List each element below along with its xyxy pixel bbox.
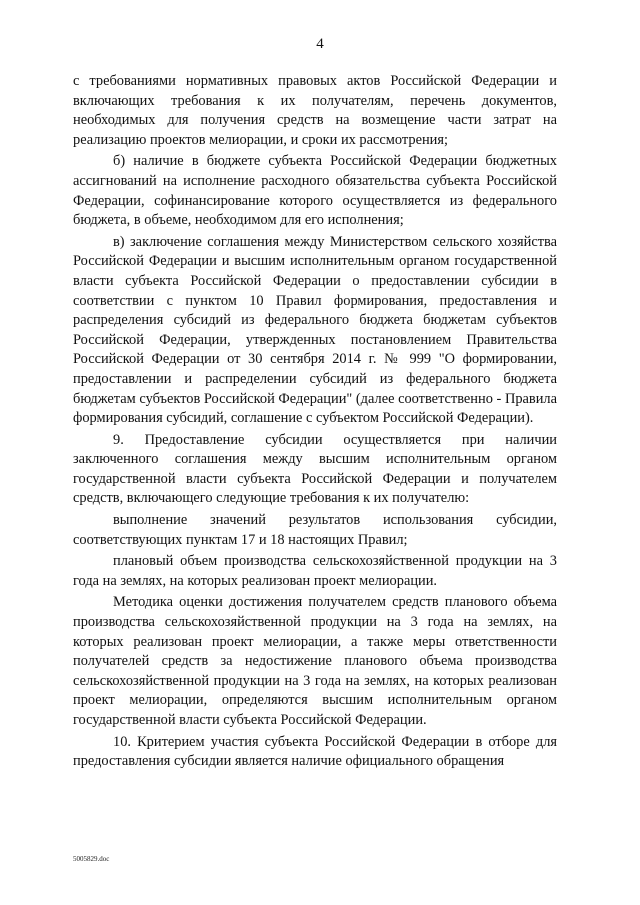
paragraph-requirement-2: плановый объем производства сельскохозяйственной продукции на 3 года на землях, на которых реализован проект мелиорации. <box>73 553 557 589</box>
footer-document-code: 5005829.doc <box>73 855 110 863</box>
page-number: 4 <box>316 36 324 52</box>
paragraph-item-v: в) заключение соглашения между Министерством сельского хозяйства Российской Федерации и высшим исполнительным органом государственной власти субъекта Российской Федерации о предоставлении субсидии в соответствии с пунктом 10 Правил формирования, предоставления и распределения субсидий из федерального бюджета бюджетам субъектов Российской Федерации, утвержденных постановлением Правительства Российской Федерации от 30 сентября 2014 г. № 999 "О формировании, предоставлении и распределении субсидий из федерального бюджета бюджетам субъектов Российской Федерации" (далее соответственно - Правила формирования субсидий, соглашение с субъектом Российской Федерации). <box>73 233 557 427</box>
paragraph-continuation: с требованиями нормативных правовых актов Российской Федерации и включающих требования к их получателям, перечень документов, необходимых для получения средств на возмещение части затрат на реализацию проектов мелиорации, и сроки их рассмотрения; <box>73 73 557 148</box>
paragraph-item-b: б) наличие в бюджете субъекта Российской Федерации бюджетных ассигнований на исполнение расходного обязательства субъекта Российской Федерации, софинансирование которого осуществляется из федерального бюджета, в объеме, необходимом для его исполнения; <box>73 153 557 229</box>
paragraph-clause-9: 9. Предоставление субсидии осуществляется при наличии заключенного соглашения между высшим исполнительным органом государственной власти субъекта Российской Федерации и получателем средств, включающего следующие требования к их получателю: <box>73 431 557 507</box>
document-body <box>73 72 557 774</box>
paragraph-clause-10: 10. Критерием участия субъекта Российской Федерации в отборе для предоставления субсидии является наличие официального обращения <box>73 733 557 770</box>
paragraph-methodology: Методика оценки достижения получателем средств планового объема производства сельскохозяйственной продукции на 3 года на землях, на которых реализован проект мелиорации, а также меры ответственности получателей средств за недостижение планового объема производства сельскохозяйственной продукции на 3 года на землях, на которых реализован проект мелиорации, определяются высшим исполнительным органом государственной власти субъекта Российской Федерации. <box>73 594 557 728</box>
paragraph-requirement-1: выполнение значений результатов использования субсидии, соответствующих пунктам 17 и 18 настоящих Правил; <box>73 512 557 548</box>
